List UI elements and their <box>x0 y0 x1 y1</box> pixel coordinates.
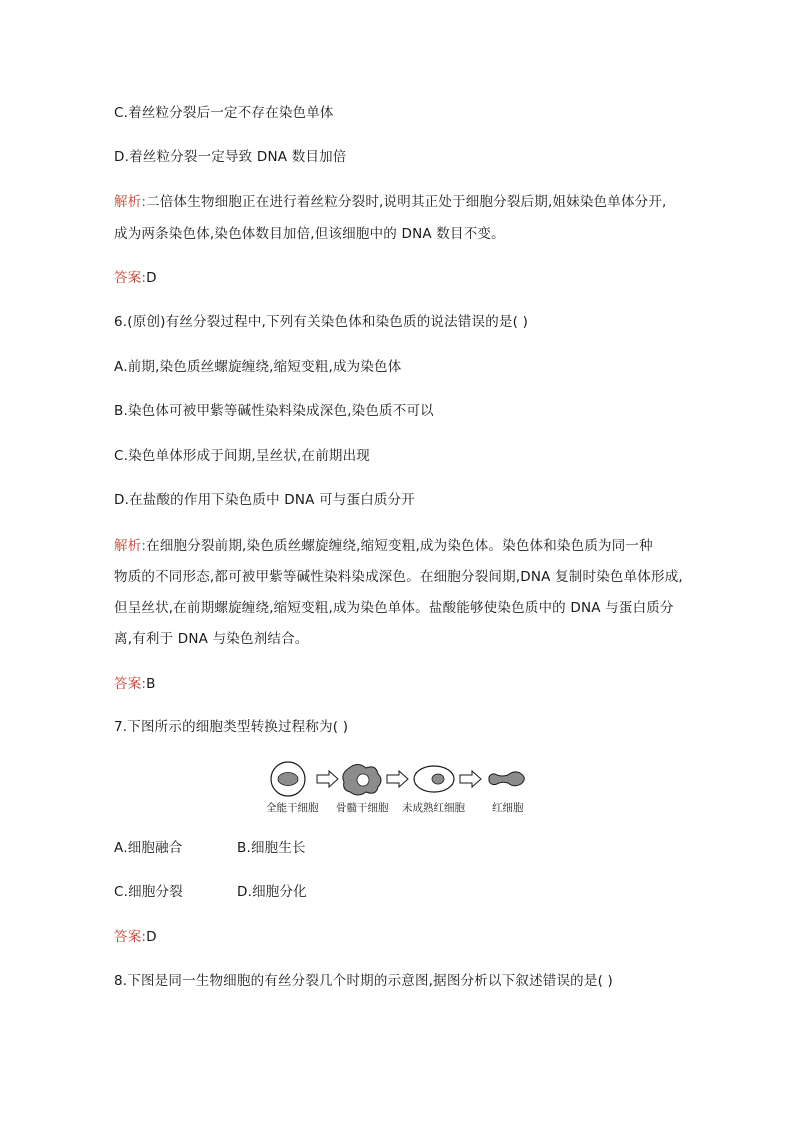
bone-marrow-stem-cell-icon <box>343 765 381 796</box>
q7-stem: 7.下图所示的细胞类型转换过程称为( ) <box>114 719 349 735</box>
q6-option-b: B.染色体可被甲紫等碱性染料染成深色,染色质不可以 <box>114 403 434 419</box>
q8-stem: 8.下图是同一生物细胞的有丝分裂几个时期的示意图,据图分析以下叙述错误的是( ) <box>114 973 613 989</box>
q5-analysis-line-1 <box>114 193 667 211</box>
answer-label: 答案: <box>114 676 147 692</box>
q7-option-b: B.细胞生长 <box>237 840 306 856</box>
q7-option-d: D.细胞分化 <box>237 884 307 900</box>
cell-differentiation-figure <box>262 760 542 816</box>
answer-value: D <box>146 929 157 945</box>
arrow-right-icon <box>317 771 338 787</box>
figure-drawing <box>262 760 542 800</box>
red-blood-cell-icon <box>489 772 524 786</box>
analysis-label: 解析: <box>114 538 147 554</box>
totipotent-stem-cell-icon <box>271 762 305 796</box>
q7-option-a: A.细胞融合 <box>114 840 183 856</box>
answer-label: 答案: <box>114 270 147 286</box>
immature-red-blood-cell-icon <box>414 766 454 792</box>
figure-label-immature-rbc: 未成熟红细胞 <box>402 802 465 814</box>
q6-option-c: C.染色单体形成于间期,呈丝状,在前期出现 <box>114 448 370 464</box>
analysis-text: 二倍体生物细胞正在进行着丝粒分裂时,说明其正处于细胞分裂后期,姐妹染色单体分开, <box>146 194 667 210</box>
q7-option-c: C.细胞分裂 <box>114 884 183 900</box>
analysis-label: 解析: <box>114 194 147 210</box>
q6-stem: 6.(原创)有丝分裂过程中,下列有关染色体和染色质的说法错误的是( ) <box>114 314 529 330</box>
figure-label-rbc: 红细胞 <box>492 802 524 814</box>
answer-value: B <box>146 676 156 692</box>
figure-label-totipotent: 全能干细胞 <box>266 802 319 814</box>
answer-label: 答案: <box>114 929 147 945</box>
q5-option-c: C.着丝粒分裂后一定不存在染色单体 <box>114 105 334 121</box>
q5-option-d: D.着丝粒分裂一定导致 DNA 数目加倍 <box>114 149 347 165</box>
q6-analysis-line-4: 离,有利于 DNA 与染色剂结合。 <box>114 631 309 647</box>
q5-analysis-line-2: 成为两条染色体,染色体数目加倍,但该细胞中的 DNA 数目不变。 <box>114 226 505 242</box>
q6-analysis-line-3: 但呈丝状,在前期螺旋缠绕,缩短变粗,成为染色单体。盐酸能够使染色质中的 DNA 与蛋白质分 <box>114 600 674 616</box>
analysis-text: 在细胞分裂前期,染色质丝螺旋缠绕,缩短变粗,成为染色体。染色体和染色质为同一种 <box>146 538 653 554</box>
q6-analysis-line-1 <box>114 537 653 555</box>
q6-option-d: D.在盐酸的作用下染色质中 DNA 可与蛋白质分开 <box>114 492 415 508</box>
q5-answer <box>114 269 157 287</box>
q6-answer <box>114 675 156 693</box>
arrow-right-icon <box>387 771 408 787</box>
q6-option-a: A.前期,染色质丝螺旋缠绕,缩短变粗,成为染色体 <box>114 359 402 375</box>
arrow-right-icon <box>460 771 481 787</box>
q6-analysis-line-2: 物质的不同形态,都可被甲紫等碱性染料染成深色。在细胞分裂间期,DNA 复制时染色单体形成, <box>114 569 683 585</box>
figure-label-bone-marrow: 骨髓干细胞 <box>336 802 389 814</box>
answer-value: D <box>146 270 157 286</box>
q7-answer <box>114 928 157 946</box>
